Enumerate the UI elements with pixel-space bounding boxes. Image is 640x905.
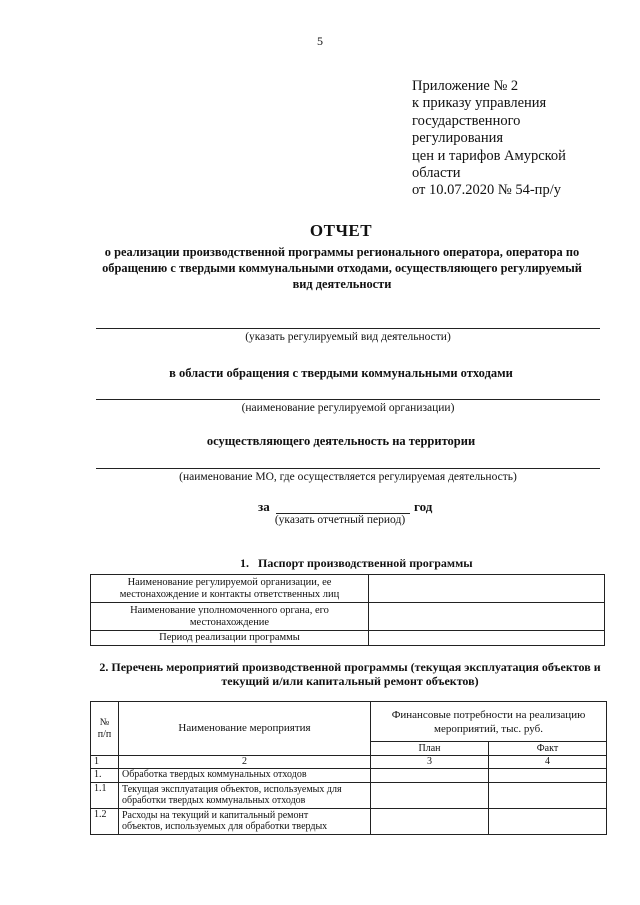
col-number: 2: [119, 756, 371, 769]
header-num: [91, 702, 119, 756]
name-line: объектов, используемых для обработки твердых: [122, 821, 328, 832]
plan-cell[interactable]: [371, 808, 489, 834]
table-row: [91, 768, 607, 782]
label-line: Период реализации программы: [159, 632, 300, 643]
col-number: 3: [371, 756, 489, 769]
passport-value-cell[interactable]: [369, 631, 605, 646]
passport-label: [91, 603, 369, 631]
label-line: местонахождение и контакты ответственных лиц: [119, 588, 340, 600]
header-name: Наименование мероприятия: [119, 702, 371, 756]
name-line: Расходы на текущий и капитальный ремонт: [122, 809, 309, 821]
document-subtitle: [82, 244, 602, 292]
row-num: 1.2: [91, 808, 119, 834]
plan-cell[interactable]: [371, 782, 489, 808]
appendix-line: регулирования: [412, 130, 504, 147]
table-header-row: [91, 702, 607, 742]
appendix-line: Приложение № 2: [412, 78, 519, 94]
row-num: 1.: [91, 768, 119, 782]
name-line: обработки твердых коммунальных отходов: [122, 795, 306, 806]
header-plan: План: [371, 742, 489, 756]
row-num: 1.1: [91, 782, 119, 808]
appendix-line: государственного: [412, 112, 521, 129]
header-fact: Факт: [489, 742, 607, 756]
period-prefix: за: [258, 499, 270, 514]
section2-title: [90, 660, 610, 688]
col-number: 4: [489, 756, 607, 769]
passport-value-cell[interactable]: [369, 575, 605, 603]
activity-hint: (указать регулируемый вид деятельности): [245, 331, 451, 343]
appendix-line: от 10.07.2020 № 54-пр/у: [412, 182, 561, 199]
municipality-hint: (наименование МО, где осуществляется регулируемая деятельность): [179, 471, 517, 483]
table-row: [91, 603, 605, 631]
period-suffix: год: [414, 499, 433, 514]
name-line: Обработка твердых коммунальных отходов: [122, 769, 307, 781]
header-finance: [371, 702, 607, 742]
measures-table: [90, 701, 607, 835]
section1-title: 1. Паспорт производственной программы: [240, 556, 473, 570]
fact-cell[interactable]: [489, 808, 607, 834]
appendix-line: области: [412, 165, 461, 182]
table-row: [91, 782, 607, 808]
subtitle-line: вид деятельности: [292, 277, 392, 291]
subtitle-line: обращению с твердыми коммунальными отходами, осуществляющего регулируемый: [102, 261, 582, 275]
col-number: 1: [91, 756, 119, 769]
passport-label: [91, 575, 369, 603]
row-name: [119, 808, 371, 834]
passport-table: [90, 574, 605, 646]
activity-fill-line[interactable]: [96, 328, 600, 329]
row-name: [119, 782, 371, 808]
section2-title-line: 2. Перечень мероприятий производственной программы (текущая эксплуатация объектов и: [99, 660, 601, 674]
appendix-line: цен и тарифов Амурской: [412, 147, 566, 164]
organization-fill-line[interactable]: [96, 399, 600, 400]
plan-cell[interactable]: [371, 768, 489, 782]
fact-cell[interactable]: [489, 782, 607, 808]
label-line: Наименование регулируемой организации, ее: [127, 576, 332, 588]
passport-value-cell[interactable]: [369, 603, 605, 631]
name-line: Текущая эксплуатация объектов, используемых для: [122, 783, 342, 795]
municipality-fill-line[interactable]: [96, 468, 600, 469]
organization-hint: (наименование регулируемой организации): [241, 402, 455, 414]
row-name: [119, 768, 371, 782]
table-row: [91, 631, 605, 646]
appendix-block: [412, 78, 612, 200]
area-heading: в области обращения с твердыми коммунальными отходами: [169, 366, 513, 380]
document-title: ОТЧЕТ: [309, 221, 373, 240]
column-numbers-row: [91, 756, 607, 769]
table-row: [91, 575, 605, 603]
territory-heading: осуществляющего деятельность на территории: [206, 434, 476, 448]
header-line: п/п: [97, 728, 112, 740]
subtitle-line: о реализации производственной программы регионального оператора, оператора по: [104, 245, 580, 259]
passport-label: [91, 631, 369, 646]
table-row: [91, 808, 607, 834]
appendix-line: к приказу управления: [412, 95, 547, 112]
fact-cell[interactable]: [489, 768, 607, 782]
page-number: 5: [317, 34, 323, 48]
period-hint: (указать отчетный период): [274, 514, 406, 526]
header-line: мероприятий, тыс. руб.: [434, 722, 543, 735]
header-line: №: [99, 717, 110, 728]
section2-title-line: текущий и/или капитальный ремонт объектов): [221, 674, 479, 688]
header-line: Финансовые потребности на реализацию: [391, 708, 586, 721]
label-line: Наименование уполномоченного органа, его: [130, 604, 329, 616]
label-line: местонахождение: [189, 616, 270, 628]
